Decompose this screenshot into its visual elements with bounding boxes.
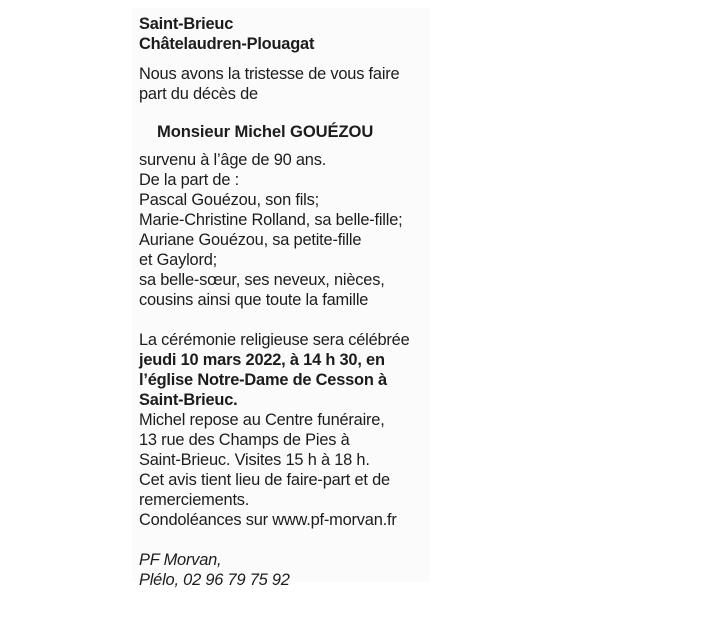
obituary-notice (132, 8, 430, 589)
intro-line: Nous avons la tristesse de vous faire (139, 65, 400, 83)
family-line: cousins ainsi que toute la famille (139, 291, 369, 309)
funeral-home-name: PF Morvan, (139, 551, 222, 569)
detail-line: Michel repose au Centre funéraire, (139, 411, 385, 429)
detail-line: Saint-Brieuc. Visites 15 h à 18 h. (139, 451, 370, 469)
intro-text (139, 64, 430, 104)
family-line: survenu à l’âge de 90 ans. (139, 151, 327, 169)
ceremony-intro: La cérémonie religieuse sera célébrée (139, 331, 410, 349)
family-line: Auriane Gouézou, sa petite-fille (139, 231, 362, 249)
signature-block (139, 550, 430, 590)
ceremony-detail: l’église Notre-Dame de Cesson à (139, 371, 387, 389)
funeral-home-contact: Plélo, 02 96 79 75 92 (139, 571, 290, 589)
detail-line: 13 rue des Champs de Pies à (139, 431, 350, 449)
ceremony-block (139, 330, 430, 530)
condolences-line: Condoléances sur www.pf-morvan.fr (139, 511, 397, 529)
header-area: Châtelaudren-Plouagat (139, 35, 315, 53)
intro-line: part du décès de (139, 85, 258, 103)
family-line: De la part de : (139, 171, 239, 189)
family-line: Marie-Christine Rolland, sa belle-fille; (139, 211, 403, 229)
detail-line: Cet avis tient lieu de faire-part et de (139, 471, 390, 489)
family-line: Pascal Gouézou, son fils; (139, 191, 319, 209)
family-line: sa belle-sœur, ses neveux, nièces, (139, 271, 385, 289)
family-list (139, 150, 430, 310)
deceased-name: Monsieur Michel GOUÉZOU (157, 122, 374, 141)
ceremony-detail: Saint-Brieuc. (139, 391, 238, 409)
detail-line: remerciements. (139, 491, 250, 509)
header-city: Saint-Brieuc (139, 15, 234, 33)
ceremony-detail: jeudi 10 mars 2022, à 14 h 30, en (139, 351, 385, 369)
notice-header (139, 14, 430, 54)
family-line: et Gaylord; (139, 251, 217, 269)
